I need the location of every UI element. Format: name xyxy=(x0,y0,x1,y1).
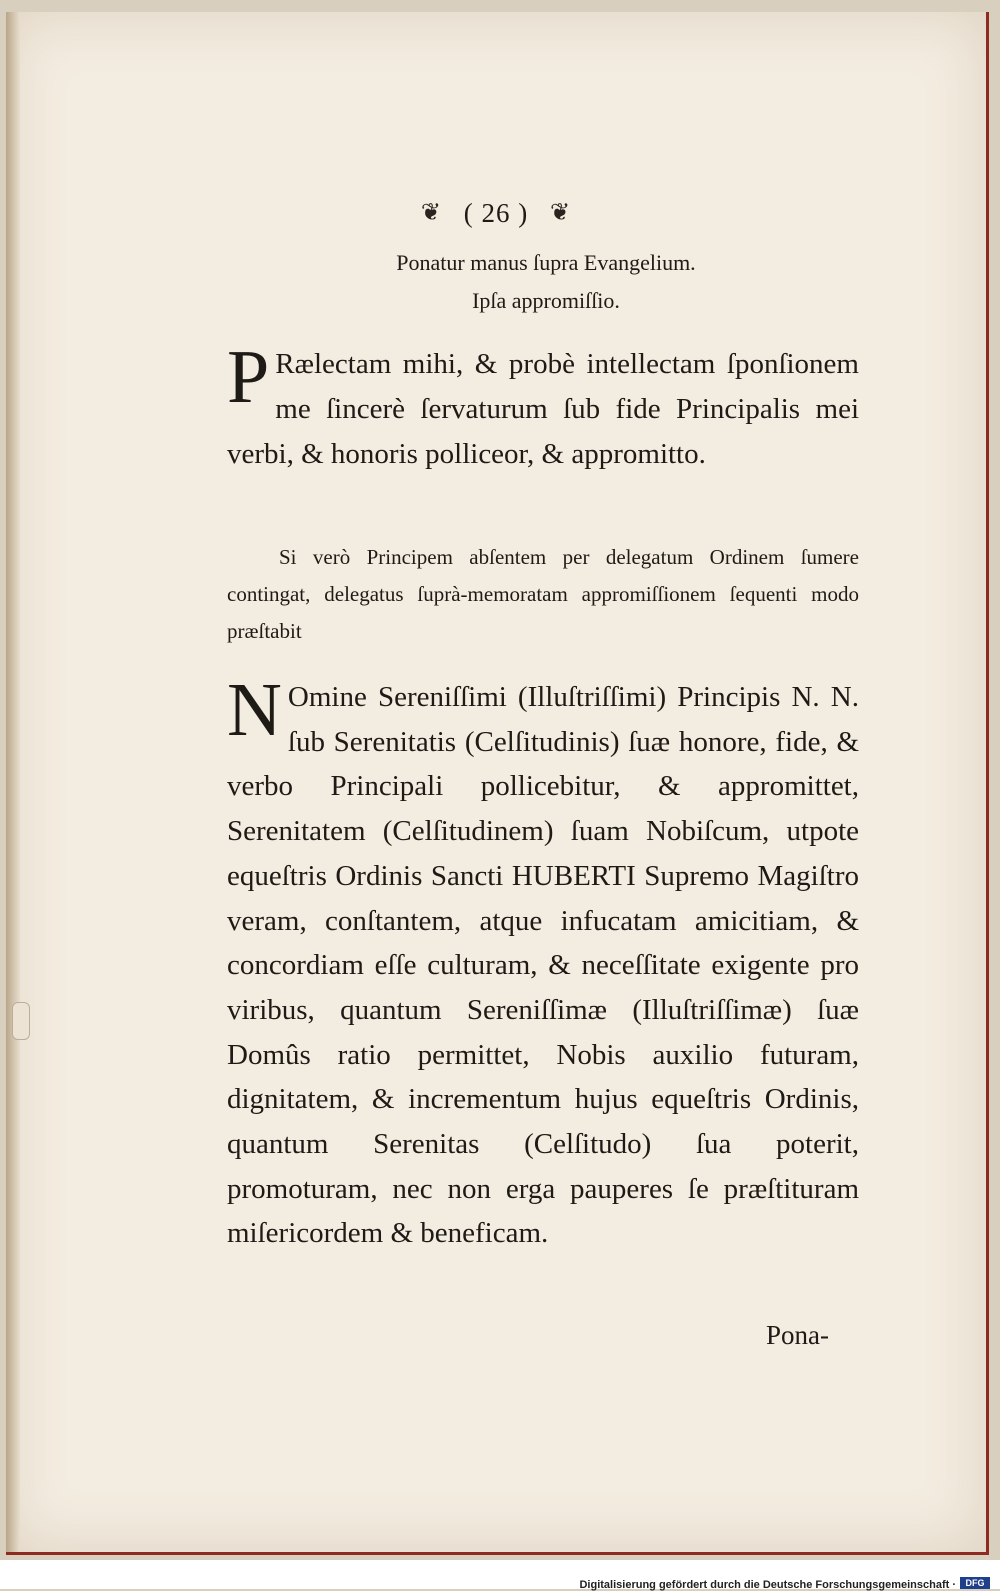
delegate-oath-text: Omine Sereniſſimi (Illuſtriſſimi) Principis N. N. ſub Serenitatis (Celſitudinis) ſuæ honore, fide, & verbo Principali pollicebitur, & appromittet, Serenitatem (Celſitudinem) ſuam Nobiſcum, utpote equeſtris Ordinis Sancti HUBERTI Supremo Magiſtro veram, conſtantem, atque infucatam amicitiam, & concordiam eſſe culturam, & neceſſitate exigente pro viribus, quantum Sereniſſimæ (Illuſtriſſimæ) ſuæ Domûs ratio permittet, Nobis auxilio futuram, dignitatem, & incrementum hujus equeſtris Ordinis, quantum Serenitas (Celſitudo) ſua poterit, promoturam, nec non erga pauperes ſe præſtituram miſericordem & beneficam. xyxy=(227,681,859,1250)
dfg-logo: DFG xyxy=(960,1577,990,1589)
ornament-left-icon: ❦ xyxy=(420,200,442,226)
drop-cap-initial: P xyxy=(227,335,270,419)
page-header xyxy=(6,198,986,229)
catchword: Pona- xyxy=(766,1320,829,1350)
page-gutter xyxy=(6,12,20,1552)
oath-text: Rælectam mihi, & probè intellectam ſponſionem me ſincerè ſervaturum ſub fide Principalis mei verbi, & honoris polliceor, & appromitto. xyxy=(227,348,859,470)
instruction-line: Ponatur manus ſupra Evangelium. xyxy=(396,250,696,275)
delegate-note: Si verò Principem abſentem per delegatum Ordinem ſumere contingat, delegatus ſuprà-memoratam appromiſſionem ſequenti modo præſtabit xyxy=(227,545,859,643)
oath-paragraph xyxy=(227,335,859,477)
drop-cap-initial: N xyxy=(227,668,282,752)
ornament-right-icon: ❦ xyxy=(549,200,572,226)
binding-clip xyxy=(12,1002,30,1040)
section-heading: Ipſa appromiſſio. xyxy=(472,288,620,313)
book-page xyxy=(6,12,989,1555)
digitization-credit: Digitalisierung gefördert durch die Deutsche Forschungsgemeinschaft · xyxy=(579,1579,956,1591)
delegate-oath-paragraph xyxy=(227,668,859,1256)
page-number: ( 26 ) xyxy=(463,198,529,228)
